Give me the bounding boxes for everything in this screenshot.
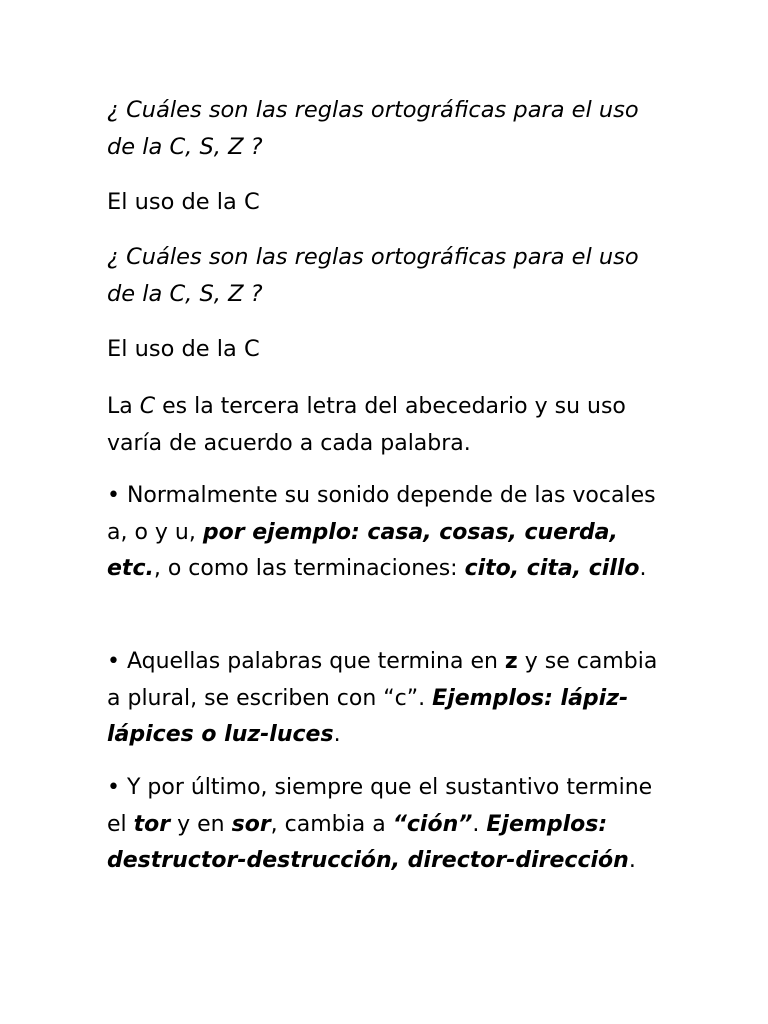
intro-text-before: La xyxy=(107,394,140,419)
bullet-3-text-c: , cambia a xyxy=(270,811,393,837)
question-heading-1: ¿ Cuáles son las reglas ortográficas para el uso de la C, S, Z ? xyxy=(107,97,639,160)
bullet-2-text-b: y se cambia a plural, se escriben con “c”. xyxy=(107,649,658,711)
bullet-3-end: . xyxy=(628,848,636,873)
bullet-1-endings: cito, cita, cillo xyxy=(464,556,640,581)
bullet-3-sor: sor xyxy=(231,811,271,837)
section-heading-1: El uso de la C xyxy=(107,189,260,215)
intro-text-after: es la tercera letra del abecedario y su uso varía de acuerdo a cada palabra. xyxy=(107,394,626,456)
bullet-paragraph-2 xyxy=(107,644,667,754)
bullet-2-letter: z xyxy=(504,649,518,674)
bullet-3-examples: Ejemplos: destructor-destrucción, director-dirección xyxy=(107,811,629,873)
bullet-3-text-a: • Y por último, siempre que el sustantivo termine el xyxy=(107,775,653,837)
bullet-3-text-b: y en xyxy=(170,811,232,837)
bullet-1-example: por ejemplo: casa, cosas, cuerda, etc. xyxy=(107,519,618,581)
intro-paragraph xyxy=(107,389,667,462)
question-heading-2: ¿ Cuáles son las reglas ortográficas para el uso de la C, S, Z ? xyxy=(107,244,639,307)
bullet-1-end: . xyxy=(639,556,647,581)
bullet-3-text-d: . xyxy=(472,811,487,837)
section-heading-2: El uso de la C xyxy=(107,336,260,362)
bullet-2-end: . xyxy=(333,722,341,747)
bullet-2-examples: Ejemplos: lápiz- lápices o luz-luces xyxy=(107,685,629,747)
bullet-3-cion: “ción” xyxy=(392,811,473,837)
bullet-1-text-b: , o como las terminaciones: xyxy=(153,556,465,581)
bullet-paragraph-3 xyxy=(107,770,667,880)
bullet-2-text-a: • Aquellas palabras que termina en xyxy=(107,649,505,674)
bullet-3-tor: tor xyxy=(133,811,171,837)
intro-letter: C xyxy=(139,394,156,419)
bullet-1-text-a: • Normalmente su sonido depende de las vocales a, o y u, xyxy=(107,483,656,545)
bullet-paragraph-1 xyxy=(107,478,667,588)
